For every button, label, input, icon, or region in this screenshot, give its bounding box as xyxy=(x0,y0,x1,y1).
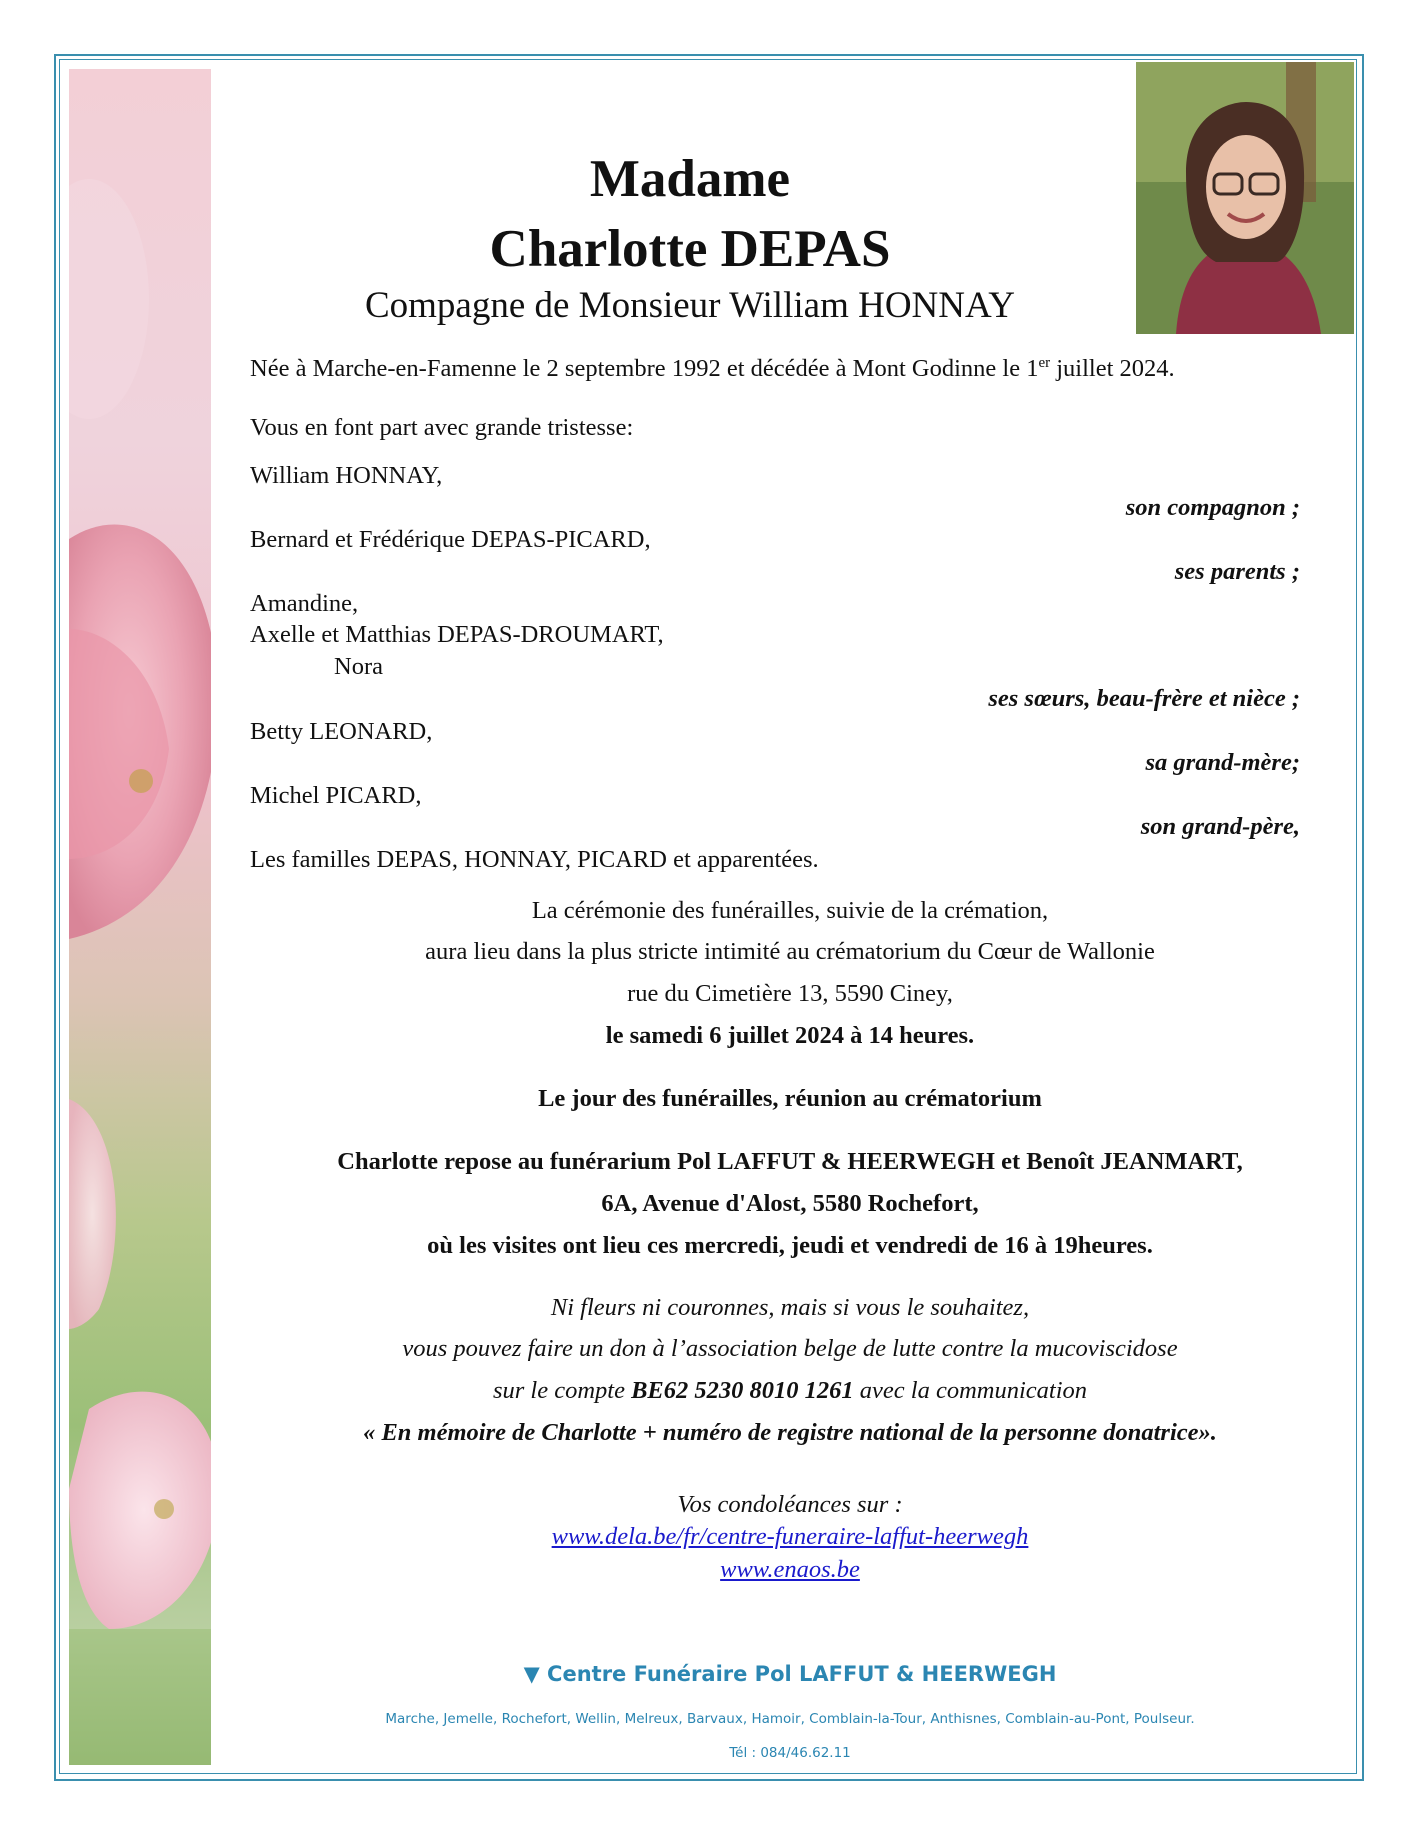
footer-locations: Marche, Jemelle, Rochefort, Wellin, Melreux, Barvaux, Hamoir, Comblain-la-Tour, Anthisnes, Comblain-au-Pont, Poulseur. xyxy=(385,1711,1195,1727)
family-member: William HONNAY, xyxy=(250,462,443,489)
reunion-line: Le jour des funérailles, réunion au crématorium xyxy=(538,1085,1042,1112)
portrait-photo xyxy=(1136,62,1354,334)
relation-label: ses parents ; xyxy=(1174,558,1300,585)
account-suffix: avec la communication xyxy=(853,1377,1088,1404)
announcement: Vous en font part avec grande tristesse: xyxy=(250,414,634,441)
footer-phone: Tél : 084/46.62.11 xyxy=(729,1745,851,1761)
deceased-name: Charlotte DEPAS xyxy=(489,220,891,278)
enaos-link[interactable]: www.enaos.be xyxy=(720,1556,860,1583)
dela-link[interactable]: www.dela.be/fr/centre-funeraire-laffut-heerwegh xyxy=(551,1523,1029,1550)
bank-account: BE62 5230 8010 1261 xyxy=(631,1377,854,1404)
ceremony-date: le samedi 6 juillet 2024 à 14 heures. xyxy=(605,1022,975,1049)
salutation: Madame xyxy=(589,150,791,208)
ordinal-suffix: er xyxy=(1038,355,1051,371)
ceremony-address: rue du Cimetière 13, 5590 Ciney, xyxy=(627,980,953,1007)
account-prefix: sur le compte xyxy=(492,1377,632,1404)
flower-strip-image xyxy=(69,69,211,1765)
donation-line: vous pouvez faire un don à l’association belge de lutte contre la mucoviscidose xyxy=(402,1335,1178,1362)
relation-label: sa grand-mère; xyxy=(1145,749,1300,776)
visit-hours: où les visites ont lieu ces mercredi, jeudi et vendredi de 16 à 19heures. xyxy=(427,1232,1153,1259)
families-line: Les familles DEPAS, HONNAY, PICARD et apparentées. xyxy=(250,846,819,873)
visit-address: 6A, Avenue d'Alost, 5580 Rochefort, xyxy=(601,1190,979,1217)
donation-account-line xyxy=(250,1376,1330,1405)
birth-death-text: Née à Marche-en-Famenne le 2 septembre 1992 et décédée à Mont Godinne le 1 xyxy=(250,355,1039,383)
condolences-link-row xyxy=(250,1522,1330,1551)
relation-label: son grand-père, xyxy=(1140,813,1300,840)
company-name: Centre Funéraire Pol LAFFUT & HEERWEGH xyxy=(547,1662,1057,1686)
footer-company xyxy=(250,1662,1330,1686)
family-member: Axelle et Matthias DEPAS-DROUMART, xyxy=(250,621,664,648)
condolences-label: Vos condoléances sur : xyxy=(677,1491,903,1518)
birth-death-line xyxy=(250,354,1330,384)
subtitle: Compagne de Monsieur William HONNAY xyxy=(364,285,1016,326)
birth-death-text-end: juillet 2024. xyxy=(1050,355,1175,383)
donation-communication: « En mémoire de Charlotte + numéro de registre national de la personne donatrice». xyxy=(363,1419,1217,1446)
donation-line: Ni fleurs ni couronnes, mais si vous le souhaitez, xyxy=(550,1294,1030,1321)
ceremony-line: aura lieu dans la plus stricte intimité au crématorium du Cœur de Wallonie xyxy=(425,938,1155,965)
family-member: Michel PICARD, xyxy=(250,782,422,809)
ceremony-line: La cérémonie des funérailles, suivie de la crémation, xyxy=(531,897,1049,924)
visit-line: Charlotte repose au funérarium Pol LAFFUT & HEERWEGH et Benoît JEANMART, xyxy=(337,1148,1243,1175)
relation-label: son compagnon ; xyxy=(1125,494,1300,521)
family-member: Betty LEONARD, xyxy=(250,718,433,745)
family-member: Bernard et Frédérique DEPAS-PICARD, xyxy=(250,526,651,553)
triangle-logo-icon: ▼ xyxy=(523,1662,540,1686)
condolences-link-row xyxy=(250,1555,1330,1584)
relation-label: ses sœurs, beau-frère et nièce ; xyxy=(988,685,1300,712)
family-member: Amandine, xyxy=(250,590,359,617)
family-member: Nora xyxy=(334,653,383,680)
